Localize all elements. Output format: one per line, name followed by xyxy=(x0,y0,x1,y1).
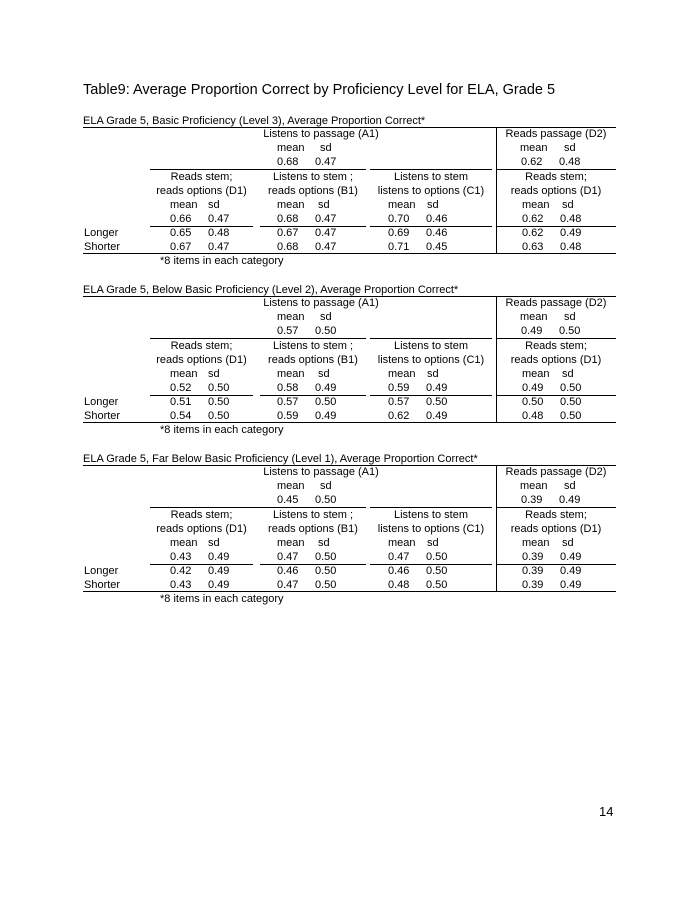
overall-d2d1-mean: 0.62 xyxy=(522,213,544,225)
table-title: ELA Grade 5, Far Below Basic Proficiency (Level 1), Average Proportion Correct* xyxy=(83,453,478,465)
row-label-longer: Longer xyxy=(84,396,119,408)
d1-header-line2: reads options (D1) xyxy=(156,354,247,366)
overall-d1-sd: 0.49 xyxy=(208,551,230,563)
table-title: ELA Grade 5, Below Basic Proficiency (Level 2), Average Proportion Correct* xyxy=(83,284,459,296)
d2-underline xyxy=(496,169,616,170)
longer-d1-sd: 0.49 xyxy=(208,565,230,577)
longer-d1-sd: 0.50 xyxy=(208,396,230,408)
shorter-d1-mean: 0.43 xyxy=(170,579,192,591)
table-bottom-rule xyxy=(83,591,616,592)
d2-sd: 0.48 xyxy=(559,156,581,168)
d1-mean-header: mean xyxy=(170,368,198,380)
table-title: ELA Grade 5, Basic Proficiency (Level 3), Average Proportion Correct* xyxy=(83,115,426,127)
d2-sd-header: sd xyxy=(564,480,576,492)
c1-sd-header: sd xyxy=(427,368,439,380)
c1-gap-underline xyxy=(370,169,492,170)
d2d1-sd-header: sd xyxy=(562,537,574,549)
longer-b1-mean: 0.46 xyxy=(277,565,299,577)
overall-d2d1-sd: 0.49 xyxy=(560,551,582,563)
d1-sd-header: sd xyxy=(208,199,220,211)
overall-d2d1-sd: 0.48 xyxy=(560,213,582,225)
overall-b1-sd: 0.47 xyxy=(315,213,337,225)
table-bottom-rule xyxy=(83,253,616,254)
d2d1-sd-header: sd xyxy=(562,368,574,380)
overall-d2d1-mean: 0.49 xyxy=(522,382,544,394)
d2-mean: 0.39 xyxy=(521,494,543,506)
passage-header-a1: Listens to passage (A1) xyxy=(263,128,379,140)
c1-sd-header: sd xyxy=(427,537,439,549)
shorter-c1-mean: 0.48 xyxy=(388,579,410,591)
shorter-c1-mean: 0.62 xyxy=(388,410,410,422)
longer-c1-sd: 0.50 xyxy=(426,396,448,408)
overall-d2d1-underline xyxy=(496,395,616,396)
shorter-d2d1-sd: 0.49 xyxy=(560,579,582,591)
table-block xyxy=(0,453,696,623)
d2-sd: 0.49 xyxy=(559,494,581,506)
page-number: 14 xyxy=(599,804,614,819)
row-label-longer: Longer xyxy=(84,565,119,577)
longer-c1-sd: 0.50 xyxy=(426,565,448,577)
shorter-d1-mean: 0.67 xyxy=(170,241,192,253)
d2d1-mean-header: mean xyxy=(522,537,550,549)
overall-c1-mean: 0.59 xyxy=(388,382,410,394)
longer-c1-sd: 0.46 xyxy=(426,227,448,239)
shorter-b1-mean: 0.47 xyxy=(277,579,299,591)
page-title: Table9: Average Proportion Correct by Proficiency Level for ELA, Grade 5 xyxy=(83,82,556,98)
b1-header-line2: reads options (B1) xyxy=(268,354,358,366)
overall-b1-underline xyxy=(260,564,366,565)
shorter-d1-sd: 0.47 xyxy=(208,241,230,253)
d2-mean-header: mean xyxy=(520,480,548,492)
row-label-shorter: Shorter xyxy=(84,410,121,422)
overall-d1-mean: 0.52 xyxy=(170,382,192,394)
shorter-b1-mean: 0.68 xyxy=(277,241,299,253)
a1-sd: 0.50 xyxy=(315,494,337,506)
overall-b1-mean: 0.58 xyxy=(277,382,299,394)
shorter-b1-sd: 0.50 xyxy=(315,579,337,591)
d2d1-mean-header: mean xyxy=(522,199,550,211)
longer-c1-mean: 0.69 xyxy=(388,227,410,239)
b1-mean-header: mean xyxy=(277,199,305,211)
b1-sd-header: sd xyxy=(318,368,330,380)
overall-d1-underline xyxy=(150,564,253,565)
a1-sd-header: sd xyxy=(320,311,332,323)
d1-header-line2: reads options (D1) xyxy=(156,185,247,197)
b1-header-line1: Listens to stem ; xyxy=(272,509,354,521)
b1-header-line1: Listens to stem ; xyxy=(272,340,354,352)
table-bottom-rule xyxy=(83,422,616,423)
overall-d1-mean: 0.66 xyxy=(170,213,192,225)
longer-d1-sd: 0.48 xyxy=(208,227,230,239)
table-footnote: *8 items in each category xyxy=(160,593,284,605)
shorter-d1-sd: 0.50 xyxy=(208,410,230,422)
d1-sd-header: sd xyxy=(208,537,220,549)
overall-d1-sd: 0.50 xyxy=(208,382,230,394)
overall-b1-sd: 0.50 xyxy=(315,551,337,563)
overall-d2d1-underline xyxy=(496,564,616,565)
longer-d1-mean: 0.51 xyxy=(170,396,192,408)
overall-c1-sd: 0.46 xyxy=(426,213,448,225)
row-label-shorter: Shorter xyxy=(84,241,121,253)
shorter-b1-mean: 0.59 xyxy=(277,410,299,422)
c1-mean-header: mean xyxy=(388,368,416,380)
d2d1-sd-header: sd xyxy=(562,199,574,211)
shorter-c1-sd: 0.49 xyxy=(426,410,448,422)
c1-header-line2: listens to options (C1) xyxy=(377,185,485,197)
longer-b1-sd: 0.50 xyxy=(315,396,337,408)
overall-c1-mean: 0.47 xyxy=(388,551,410,563)
d2-sd: 0.50 xyxy=(559,325,581,337)
shorter-d2d1-sd: 0.48 xyxy=(560,241,582,253)
shorter-d2d1-mean: 0.39 xyxy=(522,579,544,591)
longer-c1-mean: 0.57 xyxy=(388,396,410,408)
a1-sd-header: sd xyxy=(320,142,332,154)
d2d1-header-line1: Reads stem; xyxy=(525,340,587,352)
row-label-shorter: Shorter xyxy=(84,579,121,591)
c1-header-line1: Listens to stem xyxy=(394,509,468,521)
passage-header-a1: Listens to passage (A1) xyxy=(263,466,379,478)
d2-underline xyxy=(496,338,616,339)
c1-header-line1: Listens to stem xyxy=(394,340,468,352)
a1-underline xyxy=(150,507,366,508)
longer-c1-mean: 0.46 xyxy=(388,565,410,577)
c1-sd-header: sd xyxy=(427,199,439,211)
overall-c1-sd: 0.50 xyxy=(426,551,448,563)
overall-d2d1-mean: 0.39 xyxy=(522,551,544,563)
overall-c1-mean: 0.70 xyxy=(388,213,410,225)
a1-mean: 0.45 xyxy=(277,494,299,506)
longer-d2d1-sd: 0.49 xyxy=(560,227,582,239)
b1-header-line2: reads options (B1) xyxy=(268,523,358,535)
shorter-b1-sd: 0.49 xyxy=(315,410,337,422)
overall-b1-underline xyxy=(260,395,366,396)
shorter-d2d1-mean: 0.48 xyxy=(522,410,544,422)
b1-sd-header: sd xyxy=(318,199,330,211)
table-block xyxy=(0,115,696,285)
d1-header-line1: Reads stem; xyxy=(170,509,233,521)
shorter-b1-sd: 0.47 xyxy=(315,241,337,253)
b1-header-line1: Listens to stem ; xyxy=(272,171,354,183)
c1-mean-header: mean xyxy=(388,537,416,549)
passage-header-a1: Listens to passage (A1) xyxy=(263,297,379,309)
shorter-c1-sd: 0.50 xyxy=(426,579,448,591)
table-block xyxy=(0,284,696,454)
a1-mean: 0.57 xyxy=(277,325,299,337)
a1-mean: 0.68 xyxy=(277,156,299,168)
a1-underline xyxy=(150,169,366,170)
d2-mean: 0.62 xyxy=(521,156,543,168)
d2d1-header-line2: reads options (D1) xyxy=(510,354,602,366)
c1-gap-underline xyxy=(370,507,492,508)
b1-mean-header: mean xyxy=(277,537,305,549)
c1-header-line1: Listens to stem xyxy=(394,171,468,183)
c1-gap-underline xyxy=(370,338,492,339)
d2d1-header-line1: Reads stem; xyxy=(525,509,587,521)
passage-header-d2: Reads passage (D2) xyxy=(505,297,607,309)
longer-d2d1-sd: 0.50 xyxy=(560,396,582,408)
d2-mean-header: mean xyxy=(520,311,548,323)
longer-d2d1-mean: 0.50 xyxy=(522,396,544,408)
d1-header-line2: reads options (D1) xyxy=(156,523,247,535)
overall-b1-mean: 0.68 xyxy=(277,213,299,225)
longer-b1-sd: 0.50 xyxy=(315,565,337,577)
a1-sd: 0.47 xyxy=(315,156,337,168)
d2-underline xyxy=(496,507,616,508)
d1-header-line1: Reads stem; xyxy=(170,171,233,183)
b1-mean-header: mean xyxy=(277,368,305,380)
c1-mean-header: mean xyxy=(388,199,416,211)
a1-sd-header: sd xyxy=(320,480,332,492)
longer-d1-mean: 0.65 xyxy=(170,227,192,239)
overall-b1-sd: 0.49 xyxy=(315,382,337,394)
overall-d1-sd: 0.47 xyxy=(208,213,230,225)
passage-header-d2: Reads passage (D2) xyxy=(505,128,607,140)
d2-mean: 0.49 xyxy=(521,325,543,337)
d2-mean-header: mean xyxy=(520,142,548,154)
d2d1-header-line2: reads options (D1) xyxy=(510,185,602,197)
row-label-longer: Longer xyxy=(84,227,119,239)
longer-d2d1-mean: 0.62 xyxy=(522,227,544,239)
longer-d2d1-sd: 0.49 xyxy=(560,565,582,577)
a1-underline xyxy=(150,338,366,339)
shorter-d2d1-mean: 0.63 xyxy=(522,241,544,253)
shorter-d1-mean: 0.54 xyxy=(170,410,192,422)
overall-d1-underline xyxy=(150,395,253,396)
d2-sd-header: sd xyxy=(564,142,576,154)
c1-header-line2: listens to options (C1) xyxy=(377,354,485,366)
passage-header-d2: Reads passage (D2) xyxy=(505,466,607,478)
b1-header-line2: reads options (B1) xyxy=(268,185,358,197)
d2-sd-header: sd xyxy=(564,311,576,323)
overall-d1-underline xyxy=(150,226,253,227)
overall-c1-sd: 0.49 xyxy=(426,382,448,394)
overall-b1-mean: 0.47 xyxy=(277,551,299,563)
d1-mean-header: mean xyxy=(170,537,198,549)
b1-sd-header: sd xyxy=(318,537,330,549)
longer-b1-mean: 0.57 xyxy=(277,396,299,408)
d2d1-header-line2: reads options (D1) xyxy=(510,523,602,535)
longer-d1-mean: 0.42 xyxy=(170,565,192,577)
longer-d2d1-mean: 0.39 xyxy=(522,565,544,577)
shorter-c1-sd: 0.45 xyxy=(426,241,448,253)
table-footnote: *8 items in each category xyxy=(160,424,284,436)
d1-sd-header: sd xyxy=(208,368,220,380)
d1-mean-header: mean xyxy=(170,199,198,211)
overall-d1-mean: 0.43 xyxy=(170,551,192,563)
table-footnote: *8 items in each category xyxy=(160,255,284,267)
shorter-d1-sd: 0.49 xyxy=(208,579,230,591)
longer-b1-sd: 0.47 xyxy=(315,227,337,239)
overall-b1-underline xyxy=(260,226,366,227)
longer-b1-mean: 0.67 xyxy=(277,227,299,239)
d2d1-header-line1: Reads stem; xyxy=(525,171,587,183)
d2d1-mean-header: mean xyxy=(522,368,550,380)
c1-header-line2: listens to options (C1) xyxy=(377,523,485,535)
shorter-d2d1-sd: 0.50 xyxy=(560,410,582,422)
overall-d2d1-underline xyxy=(496,226,616,227)
d1-header-line1: Reads stem; xyxy=(170,340,233,352)
overall-d2d1-sd: 0.50 xyxy=(560,382,582,394)
a1-mean-header: mean xyxy=(277,311,305,323)
a1-mean-header: mean xyxy=(277,142,305,154)
a1-mean-header: mean xyxy=(277,480,305,492)
shorter-c1-mean: 0.71 xyxy=(388,241,410,253)
a1-sd: 0.50 xyxy=(315,325,337,337)
